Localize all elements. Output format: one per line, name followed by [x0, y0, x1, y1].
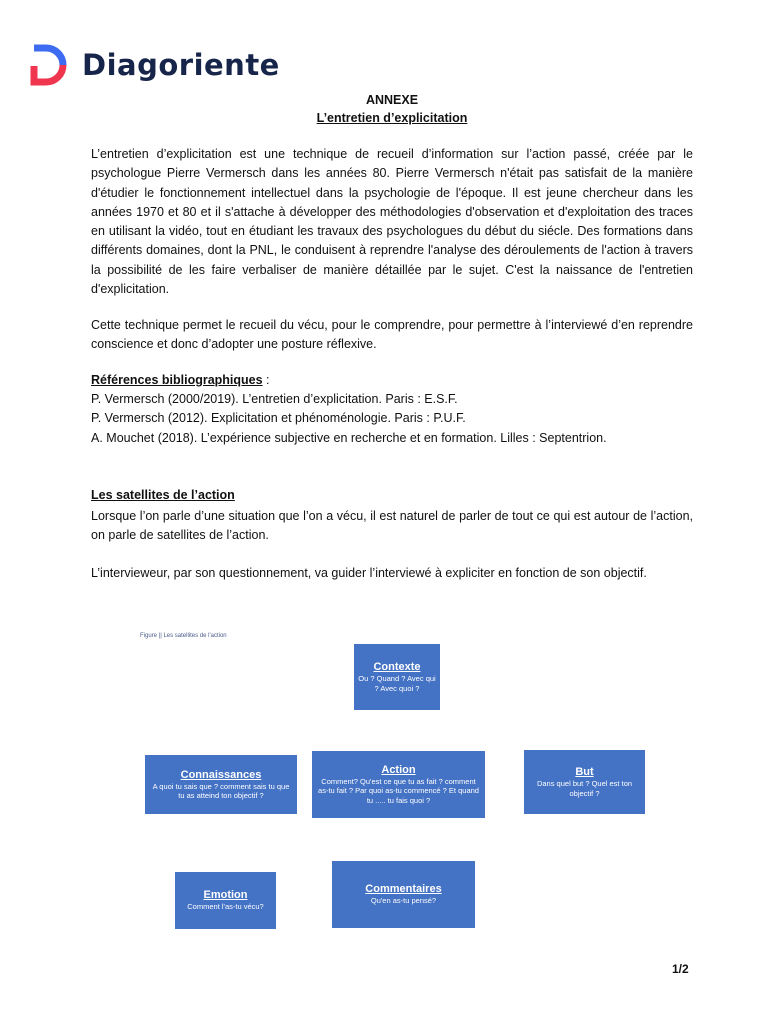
- references-heading-suffix: :: [262, 373, 270, 387]
- figure-caption: Figure || Les satellites de l'action: [140, 633, 227, 639]
- box-description: Ou ? Quand ? Avec qui ? Avec quoi ?: [358, 674, 436, 693]
- box-title: Connaissances: [180, 768, 262, 781]
- satellites-heading: Les satellites de l’action: [91, 488, 235, 502]
- satellites-paragraph: Lorsque l’on parle d’une situation que l’on a vécu, il est naturel de parler de tout ce qui est autour de l’action, on parle de satellites de l’action.: [91, 509, 693, 543]
- brand-logo: [30, 44, 280, 86]
- diagram-box-contexte: [354, 644, 440, 710]
- diagoriente-logo-icon: [30, 44, 68, 86]
- annexe-subtitle: L’entretien d’explicitation: [316, 111, 468, 125]
- diagram-box-but: [524, 750, 645, 814]
- page-number: 1/2: [672, 962, 689, 976]
- interviewer-paragraph: L’intervieweur, par son questionnement, va guider l’interviewé à expliciter en fonction de son objectif.: [91, 566, 647, 580]
- annexe-title: ANNEXE: [365, 93, 419, 107]
- references-heading: [91, 373, 270, 387]
- box-description: Qu'en as-tu pensé?: [370, 896, 437, 906]
- box-description: A quoi tu sais que ? comment sais tu que tu as atteind ton objectif ?: [152, 781, 290, 800]
- diagram-box-connaissances: [145, 755, 297, 814]
- diagram-box-emotion: [175, 872, 276, 929]
- box-description: Comment? Qu'est ce que tu as fait ? comment as-tu fait ? Par quoi as-tu commencé ? Et quand tu ..... tu fais quoi ?: [318, 776, 479, 805]
- brand-name: Diagoriente: [82, 48, 280, 82]
- diagram-box-commentaires: [332, 861, 475, 928]
- technique-paragraph: Cette technique permet le recueil du vécu, pour le comprendre, pour permettre à l’interviewé d’en reprendre conscience et donc d’adopter une posture réflexive.: [91, 318, 693, 352]
- box-title: Commentaires: [365, 883, 442, 896]
- box-title: Action: [381, 763, 416, 776]
- diagram-box-action: [312, 751, 485, 818]
- box-title: Contexte: [373, 661, 421, 673]
- box-description: Comment l'as-tu vécu?: [187, 902, 264, 912]
- box-description: Dans quel but ? Quel est ton objectif ?: [536, 779, 633, 798]
- reference-item: A. Mouchet (2018). L’expérience subjective en recherche et en formation. Lilles : Septentrion.: [91, 431, 607, 445]
- references-heading-label: Références bibliographiques: [91, 373, 263, 387]
- reference-item: P. Vermersch (2000/2019). L’entretien d’explicitation. Paris : E.S.F.: [91, 392, 458, 406]
- box-title: Emotion: [203, 889, 248, 902]
- reference-item: P. Vermersch (2012). Explicitation et phénoménologie. Paris : P.U.F.: [91, 411, 466, 425]
- intro-paragraph: L’entretien d’explicitation est une technique de recueil d’information sur l’action passé, créée par le psychologue Pierre Vermersch dans les années 80. Pierre Vermersch n'était pas satisfait de la manière d'étudier le fonctionnement intellectuel dans la psychologie de l'époque. Il est jeune chercheur dans les années 1970 et 80 et il s'attache à développer des méthodologies d'observation et d'exploitation des traces en utilisant la vidéo, tout en étudiant les travaux des psychologues du début du siécle. Des formations dans différents domaines, dont la PNL, le conduisent à reprendre l'analyse des déroulements de l'action à travers la possibilité de les faire verbaliser de manière détaillée par le sujet. C'est la naissance de l'entretien d'explicitation.: [91, 147, 693, 297]
- box-title: But: [575, 766, 594, 778]
